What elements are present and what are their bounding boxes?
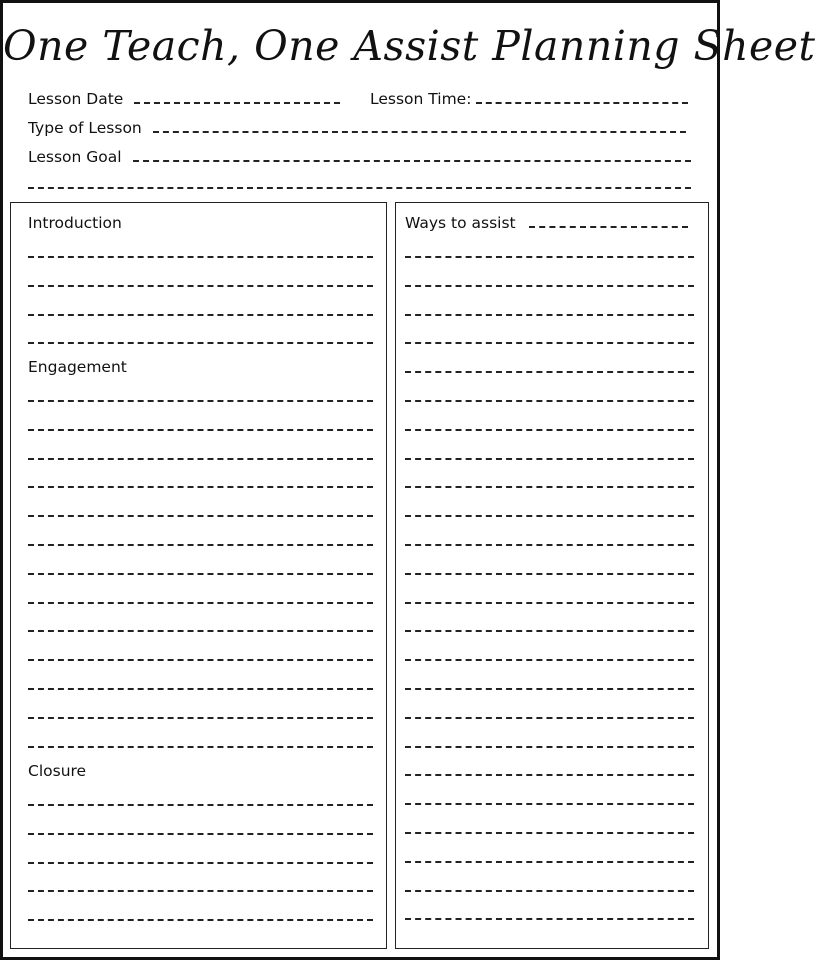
lesson-time-blank[interactable] xyxy=(476,90,688,104)
writing-line[interactable] xyxy=(405,890,694,892)
type-of-lesson-label: Type of Lesson xyxy=(28,119,142,137)
writing-line[interactable] xyxy=(405,342,694,344)
lesson-date-blank[interactable] xyxy=(134,90,340,104)
lesson-goal-label: Lesson Goal xyxy=(28,148,122,166)
lesson-time-label: Lesson Time: xyxy=(370,90,472,108)
writing-line[interactable] xyxy=(405,774,694,776)
writing-line[interactable] xyxy=(28,400,373,402)
writing-line[interactable] xyxy=(28,659,373,661)
sheet-title: One Teach, One Assist Planning Sheet xyxy=(3,22,816,70)
lesson-date-field xyxy=(28,89,340,109)
writing-line[interactable] xyxy=(405,314,694,316)
writing-line[interactable] xyxy=(28,890,373,892)
writing-line[interactable] xyxy=(28,314,373,316)
lesson-goal-continuation-line[interactable] xyxy=(28,187,691,189)
lesson-goal-field xyxy=(28,147,691,167)
writing-line[interactable] xyxy=(405,515,694,517)
writing-line[interactable] xyxy=(405,429,694,431)
writing-line[interactable] xyxy=(28,573,373,575)
writing-line[interactable] xyxy=(28,285,373,287)
ways-to-assist-blank[interactable] xyxy=(529,214,688,228)
type-of-lesson-field xyxy=(28,118,686,138)
introduction-label: Introduction xyxy=(28,214,122,232)
ways-to-assist-label: Ways to assist xyxy=(405,214,516,232)
writing-line[interactable] xyxy=(405,371,694,373)
lesson-date-label: Lesson Date xyxy=(28,90,124,108)
writing-line[interactable] xyxy=(405,630,694,632)
writing-line[interactable] xyxy=(405,832,694,834)
left-panel xyxy=(10,202,387,949)
writing-line[interactable] xyxy=(28,342,373,344)
writing-line[interactable] xyxy=(28,862,373,864)
writing-line[interactable] xyxy=(405,544,694,546)
writing-line[interactable] xyxy=(28,833,373,835)
writing-line[interactable] xyxy=(405,486,694,488)
writing-line[interactable] xyxy=(405,602,694,604)
type-of-lesson-blank[interactable] xyxy=(153,119,686,133)
writing-line[interactable] xyxy=(405,861,694,863)
writing-line[interactable] xyxy=(28,630,373,632)
engagement-label: Engagement xyxy=(28,358,127,376)
writing-line[interactable] xyxy=(405,285,694,287)
writing-line[interactable] xyxy=(405,458,694,460)
writing-line[interactable] xyxy=(28,688,373,690)
closure-label: Closure xyxy=(28,762,87,780)
writing-line[interactable] xyxy=(405,803,694,805)
lesson-time-field xyxy=(370,89,688,109)
writing-line[interactable] xyxy=(28,458,373,460)
writing-line[interactable] xyxy=(28,429,373,431)
ways-to-assist-field xyxy=(405,213,688,233)
writing-line[interactable] xyxy=(405,400,694,402)
writing-line[interactable] xyxy=(405,688,694,690)
writing-line[interactable] xyxy=(28,746,373,748)
writing-line[interactable] xyxy=(28,256,373,258)
writing-line[interactable] xyxy=(405,746,694,748)
lesson-goal-blank[interactable] xyxy=(133,148,691,162)
writing-line[interactable] xyxy=(28,544,373,546)
writing-line[interactable] xyxy=(405,717,694,719)
writing-line[interactable] xyxy=(405,573,694,575)
writing-line[interactable] xyxy=(28,919,373,921)
writing-line[interactable] xyxy=(405,256,694,258)
writing-line[interactable] xyxy=(28,515,373,517)
writing-line[interactable] xyxy=(28,602,373,604)
writing-line[interactable] xyxy=(28,486,373,488)
writing-line[interactable] xyxy=(405,659,694,661)
writing-line[interactable] xyxy=(28,804,373,806)
writing-line[interactable] xyxy=(405,918,694,920)
writing-line[interactable] xyxy=(28,717,373,719)
right-panel xyxy=(395,202,709,949)
